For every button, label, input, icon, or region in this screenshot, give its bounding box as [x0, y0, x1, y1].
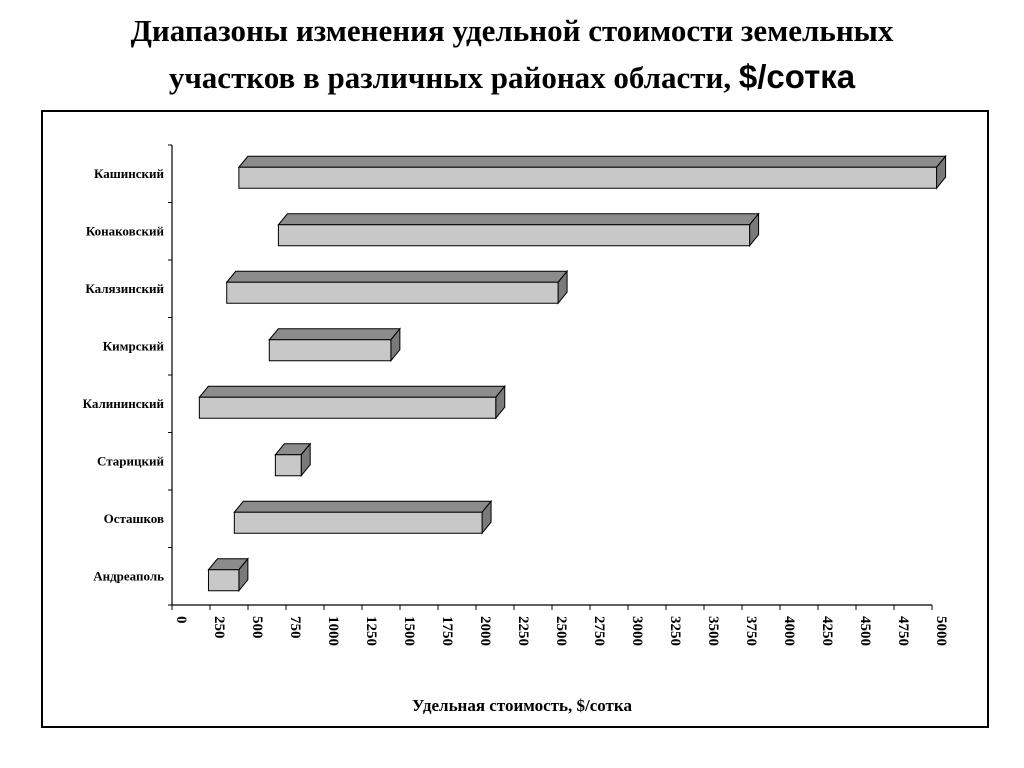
x-tick-label: 4500 [857, 616, 873, 646]
y-category-label: Калязинский [85, 280, 164, 296]
x-tick-label: 250 [211, 616, 227, 639]
x-tick-label: 4750 [895, 616, 911, 646]
range-bar-top-face [199, 386, 504, 397]
range-bar [278, 214, 758, 246]
range-bar [275, 444, 310, 476]
x-tick-label: 2250 [515, 616, 531, 646]
range-bar-front-face [275, 455, 301, 476]
x-tick-label: 500 [249, 616, 265, 639]
chart-title-line1: Диапазоны изменения удельной стоимости земельных [130, 13, 894, 48]
range-bar [227, 271, 567, 303]
range-bar [234, 501, 491, 533]
range-bar-front-face [278, 225, 749, 246]
range-bar-top-face [234, 501, 491, 512]
x-tick-label: 2500 [553, 616, 569, 646]
range-bar-front-face [269, 340, 391, 361]
y-category-label: Калининский [82, 395, 164, 411]
x-tick-label: 1000 [325, 616, 341, 646]
x-tick-label: 0 [173, 616, 189, 624]
x-tick-label: 2750 [591, 616, 607, 646]
y-category-label: Конаковский [85, 223, 164, 239]
x-tick-label: 3000 [629, 616, 645, 646]
x-tick-label: 1750 [439, 616, 455, 646]
x-tick-label: 2000 [477, 616, 493, 646]
y-category-label: Андреаполь [93, 568, 164, 584]
chart-title-unit: $/сотка [738, 58, 856, 95]
range-bar-front-face [239, 167, 937, 188]
y-category-label: Кимрский [102, 338, 164, 354]
x-tick-label: 1250 [363, 616, 379, 646]
y-category-label: Старицкий [97, 453, 164, 469]
range-bar-front-face [227, 282, 558, 303]
y-category-label: Кашинский [94, 165, 164, 181]
x-tick-label: 3500 [705, 616, 721, 646]
range-bar [239, 156, 946, 188]
range-bar-front-face [234, 512, 482, 533]
range-bar-front-face [208, 570, 238, 591]
range-bar [269, 329, 400, 361]
range-bar-top-face [227, 271, 567, 282]
x-tick-label: 3250 [667, 616, 683, 646]
range-bar-top-face [239, 156, 946, 167]
range-bar [208, 559, 247, 591]
x-tick-label: 5000 [933, 616, 949, 646]
range-bar-top-face [269, 329, 400, 340]
x-tick-label: 1500 [401, 616, 417, 646]
x-tick-label: 3750 [743, 616, 759, 646]
x-tick-label: 750 [287, 616, 303, 639]
y-category-label: Осташков [103, 510, 164, 526]
x-tick-label: 4000 [781, 616, 797, 646]
chart-title-line2-text: участков в различных районах области, [168, 60, 739, 95]
x-axis-title: Удельная стоимость, $/сотка [412, 696, 632, 715]
x-tick-label: 4250 [819, 616, 835, 646]
range-bar [199, 386, 504, 418]
range-bar-top-face [278, 214, 758, 225]
range-bar-front-face [199, 397, 495, 418]
